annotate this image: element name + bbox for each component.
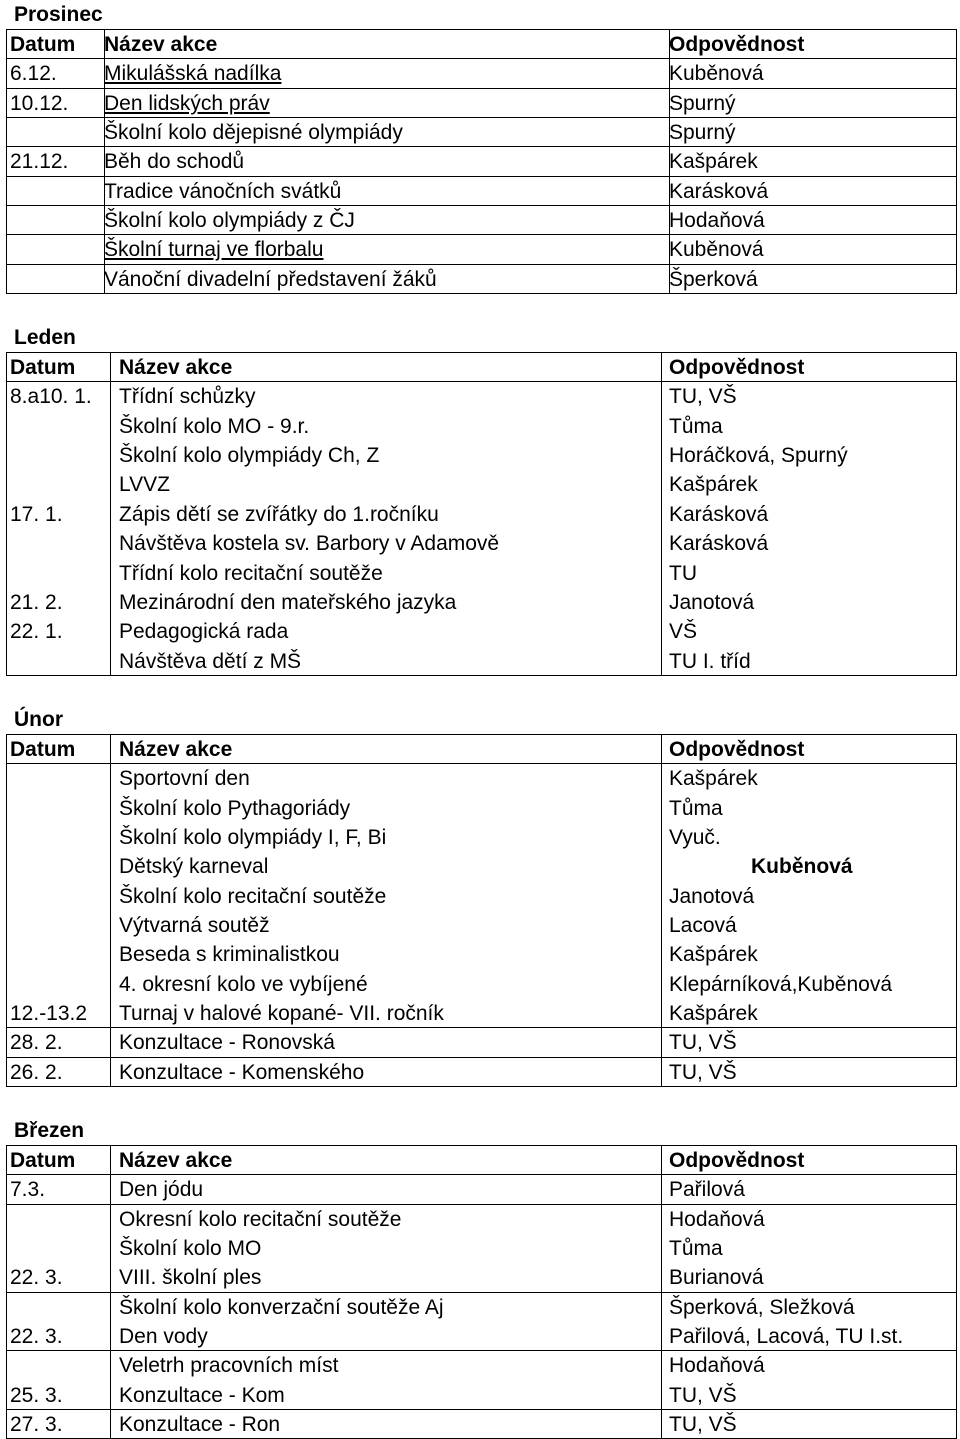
event-responsible: Spurný [669, 121, 736, 145]
table-row [6, 1175, 957, 1204]
event-name: Návštěva kostela sv. Barbory v Adamově [119, 532, 500, 556]
table-row [6, 1293, 957, 1322]
table-row [6, 1058, 957, 1087]
header-datum: Datum [10, 1149, 76, 1172]
table-row [6, 1205, 957, 1234]
event-responsible: Janotová [669, 590, 755, 614]
event-responsible: Kašpárek [669, 473, 758, 497]
header-odpovednost: Odpovědnost [669, 33, 805, 56]
event-name: Vánoční divadelní představení žáků [104, 267, 437, 291]
event-date: 21. 2. [10, 590, 63, 614]
event-responsible: Kuběnová [669, 62, 764, 86]
event-responsible: Kašpárek [669, 150, 758, 174]
event-responsible: Šperková, Sležková [669, 1295, 855, 1319]
event-name: Turnaj v halové kopané- VII. ročník [119, 1001, 444, 1025]
event-responsible: Horáčková, Spurný [669, 444, 848, 468]
event-responsible: TU, VŠ [669, 1031, 737, 1055]
event-responsible: TU, VŠ [669, 1060, 737, 1084]
event-responsible: Burianová [669, 1266, 764, 1290]
event-name: Návštěva dětí z MŠ [119, 649, 302, 673]
event-name: Konzultace - Kom [119, 1383, 285, 1407]
event-responsible: Hodaňová [669, 1354, 765, 1378]
event-name: Školní kolo recitační soutěže [119, 884, 387, 908]
table-row [6, 588, 957, 617]
table-row [6, 147, 957, 176]
event-date: 26. 2. [10, 1060, 63, 1084]
event-responsible: Janotová [669, 884, 755, 908]
event-responsible: Hodaňová [669, 1207, 765, 1231]
event-date: 21.12. [10, 150, 69, 174]
table-row [6, 911, 957, 940]
event-responsible: Lacová [669, 913, 737, 937]
event-name: Školní kolo MO [119, 1237, 262, 1261]
event-responsible: Kuběnová [751, 855, 853, 879]
table-row [6, 441, 957, 470]
event-table [6, 352, 957, 676]
event-responsible: Klepárníková,Kuběnová [669, 972, 892, 996]
event-responsible: TU I. tříd [669, 649, 751, 673]
month-title: Březen [14, 1119, 85, 1142]
event-responsible: Kašpárek [669, 1001, 758, 1025]
table-row [6, 559, 957, 588]
table-row [6, 382, 957, 411]
table-row [6, 940, 957, 969]
table-row [6, 1028, 957, 1057]
event-date: 17. 1. [10, 502, 63, 526]
event-name: Třídní schůzky [119, 385, 256, 409]
event-name: Okresní kolo recitační soutěže [119, 1207, 402, 1231]
event-responsible: Šperková [669, 267, 758, 291]
event-name: Den jódu [119, 1178, 204, 1202]
event-date: 22. 3. [10, 1325, 63, 1349]
event-name: Mezinárodní den mateřského jazyka [119, 590, 457, 614]
table-row [6, 1351, 957, 1380]
event-name: 4. okresní kolo ve vybíjené [119, 972, 368, 996]
table-row [6, 1381, 957, 1410]
header-datum: Datum [10, 33, 76, 56]
event-name: Třídní kolo recitační soutěže [119, 561, 383, 585]
table-row [6, 89, 957, 118]
month-section [0, 0, 960, 294]
event-responsible: Karásková [669, 532, 769, 556]
event-table [6, 29, 957, 294]
table-row [6, 412, 957, 441]
event-responsible: Pařilová, Lacová, TU I.st. [669, 1325, 904, 1349]
event-date: 12.-13.2 [10, 1001, 88, 1025]
event-name: Dětský karneval [119, 855, 269, 879]
table-row [6, 529, 957, 558]
table-row [6, 177, 957, 206]
event-name: Běh do schodů [104, 150, 245, 174]
table-row [6, 59, 957, 88]
event-responsible: Tůma [669, 1237, 723, 1261]
table-row [6, 265, 957, 294]
event-responsible: Hodaňová [669, 209, 765, 233]
event-date: 8.a10. 1. [10, 385, 92, 409]
event-name: Konzultace - Komenského [119, 1060, 365, 1084]
table-row [6, 852, 957, 881]
event-name: Výtvarná soutěž [119, 913, 270, 937]
event-name: Školní kolo Pythagoriády [119, 796, 351, 820]
event-responsible: Tůma [669, 796, 723, 820]
event-name: Pedagogická rada [119, 620, 289, 644]
event-responsible: Karásková [669, 502, 769, 526]
event-name: Konzultace - Ronovská [119, 1031, 335, 1055]
table-row [6, 1410, 957, 1439]
table-row [6, 970, 957, 999]
section-spacer [0, 294, 960, 323]
event-date: 10.12. [10, 91, 69, 115]
month-title: Únor [14, 707, 63, 731]
event-responsible: TU [669, 561, 697, 585]
month-title: Leden [14, 326, 76, 350]
event-name: Beseda s kriminalistkou [119, 943, 340, 967]
event-responsible: Vyuč. [669, 825, 721, 849]
event-name: Den vody [119, 1325, 208, 1349]
table-row [6, 1263, 957, 1292]
table-row [6, 999, 957, 1028]
event-responsible: Kuběnová [669, 238, 764, 262]
header-nazev-akce: Název akce [119, 737, 233, 761]
event-table [6, 734, 957, 1087]
month-title: Prosinec [14, 3, 103, 26]
event-name: Školní kolo MO - 9.r. [119, 414, 310, 438]
event-name: Sportovní den [119, 767, 250, 791]
event-table [6, 1145, 957, 1439]
table-row [6, 882, 957, 911]
event-date: 22. 1. [10, 620, 63, 644]
header-nazev-akce: Název akce [119, 1149, 233, 1172]
header-odpovednost: Odpovědnost [669, 356, 805, 380]
event-responsible: Kašpárek [669, 943, 758, 967]
event-responsible: Spurný [669, 91, 736, 115]
month-section [0, 705, 960, 1087]
header-nazev-akce: Název akce [119, 356, 233, 380]
table-row [6, 1234, 957, 1263]
table-row [6, 794, 957, 823]
table-header-row [6, 353, 957, 382]
event-responsible: TU, VŠ [669, 385, 737, 409]
event-responsible: Pařilová [669, 1178, 745, 1202]
event-name: Školní kolo dějepisné olympiády [104, 121, 403, 145]
event-date: 28. 2. [10, 1031, 63, 1055]
table-row [6, 1322, 957, 1351]
event-date: 6.12. [10, 62, 57, 86]
table-row [6, 118, 957, 147]
table-row [6, 206, 957, 235]
table-row [6, 823, 957, 852]
event-name: Veletrh pracovních míst [119, 1354, 339, 1378]
table-header-row [6, 1146, 957, 1175]
header-odpovednost: Odpovědnost [669, 737, 805, 761]
event-name: LVVZ [119, 473, 170, 497]
month-section [0, 323, 960, 676]
event-date: 7.3. [10, 1178, 46, 1202]
event-name: VIII. školní ples [119, 1266, 262, 1290]
table-header-row [6, 735, 957, 764]
event-date: 22. 3. [10, 1266, 63, 1290]
event-responsible: Kašpárek [669, 767, 758, 791]
table-row [6, 470, 957, 499]
section-spacer [0, 676, 960, 705]
month-section [0, 1116, 960, 1439]
event-responsible: Tůma [669, 414, 723, 438]
header-odpovednost: Odpovědnost [669, 1149, 805, 1172]
section-spacer [0, 1087, 960, 1116]
event-name: Školní kolo olympiády I, F, Bi [119, 825, 387, 849]
table-row [6, 764, 957, 793]
event-name: Školní kolo olympiády Ch, Z [119, 444, 380, 468]
table-row [6, 617, 957, 646]
event-name: Konzultace - Ron [119, 1413, 281, 1437]
table-row [6, 647, 957, 676]
table-header-row [6, 30, 957, 59]
header-datum: Datum [10, 356, 76, 380]
event-name: Školní kolo olympiády z ČJ [104, 209, 355, 233]
event-name: Den lidských práv [104, 91, 270, 115]
event-name: Školní turnaj ve florbalu [104, 238, 324, 262]
event-name: Mikulášská nadílka [104, 62, 282, 86]
event-name: Školní kolo konverzační soutěže Aj [119, 1295, 444, 1319]
event-responsible: Karásková [669, 179, 769, 203]
event-name: Tradice vánočních svátků [104, 179, 342, 203]
header-datum: Datum [10, 737, 76, 761]
header-nazev-akce: Název akce [104, 33, 218, 56]
event-responsible: VŠ [669, 620, 698, 644]
event-responsible: TU, VŠ [669, 1383, 737, 1407]
table-row [6, 235, 957, 264]
event-name: Zápis dětí se zvířátky do 1.ročníku [119, 502, 439, 526]
table-row [6, 500, 957, 529]
event-responsible: TU, VŠ [669, 1413, 737, 1437]
event-date: 27. 3. [10, 1413, 63, 1437]
event-date: 25. 3. [10, 1383, 63, 1407]
